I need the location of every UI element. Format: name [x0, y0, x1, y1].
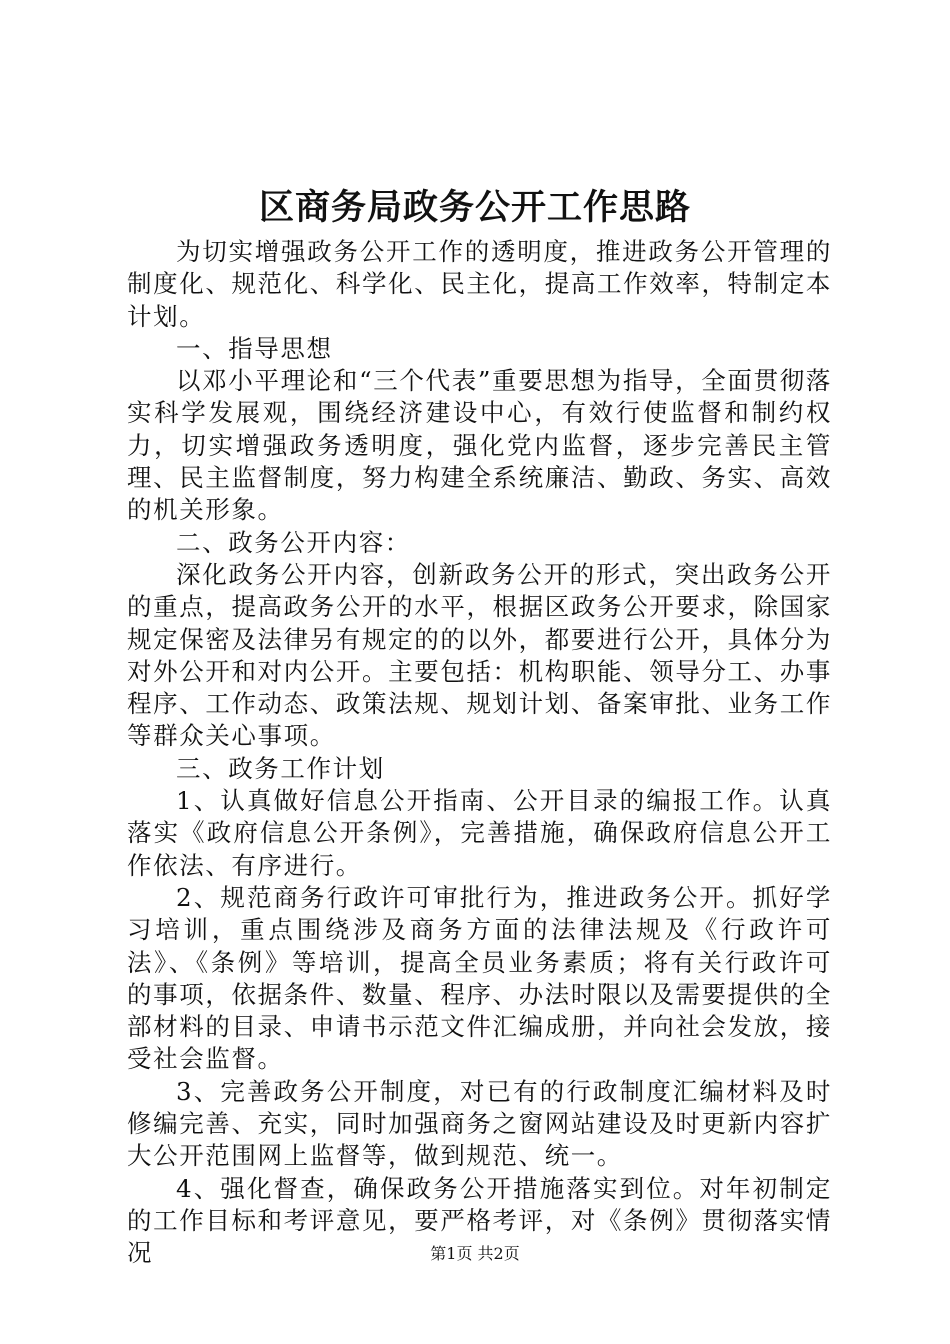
section-heading-work-plan: 三、政务工作计划	[176, 753, 385, 783]
section-heading-guiding-ideology: 一、指导思想	[176, 333, 333, 363]
work-plan-item-4: 4、强化督查，确保政务公开措施落实到位。对年初制定的工作目标和考评意见，要严格考评，对《条例》贯彻落实情况	[127, 1173, 832, 1268]
guiding-ideology-paragraph: 以邓小平理论和“三个代表”重要思想为指导，全面贯彻落实科学发展观，围绕经济建设中心，有效行使监督和制约权力，切实增强政务透明度，强化党内监督，逐步完善民主管理、民主监督制度，努力构建全系统廉洁、勤政、务实、高效的机关形象。	[127, 366, 832, 525]
page-footer: 第1页 共2页	[430, 1244, 520, 1263]
work-plan-item-3: 3、完善政务公开制度，对已有的行政制度汇编材料及时修编完善、充实，同时加强商务之窗网站建设及时更新内容扩大公开范围网上监督等，做到规范、统一。	[127, 1076, 832, 1171]
disclosure-content-paragraph: 深化政务公开内容，创新政务公开的形式，突出政务公开的重点，提高政务公开的水平，根据区政务公开要求，除国家规定保密及法律另有规定的的以外，都要进行公开，具体分为对外公开和对内公开。主要包括：机构职能、领导分工、办事程序、工作动态、政策法规、规划计划、备案审批、业务工作等群众关心事项。	[127, 559, 832, 751]
section-heading-disclosure-content: 二、政务公开内容：	[176, 527, 411, 557]
intro-paragraph: 为切实增强政务公开工作的透明度，推进政务公开管理的制度化、规范化、科学化、民主化，提高工作效率，特制定本计划。	[127, 237, 832, 331]
work-plan-item-1: 1、认真做好信息公开指南、公开目录的编报工作。认真落实《政府信息公开条例》，完善措施，确保政府信息公开工作依法、有序进行。	[127, 786, 832, 880]
document-body	[127, 236, 832, 1270]
work-plan-item-2: 2、规范商务行政许可审批行为，推进政务公开。抓好学习培训，重点围绕涉及商务方面的法律法规及《行政许可法》、《条例》等培训，提高全员业务素质；将有关行政许可的事项，依据条件、数量、程序、办法时限以及需要提供的全部材料的目录、申请书示范文件汇编成册，并向社会发放，接受社会监督。	[127, 882, 832, 1074]
document-title: 区商务局政务公开工作思路	[258, 187, 691, 228]
